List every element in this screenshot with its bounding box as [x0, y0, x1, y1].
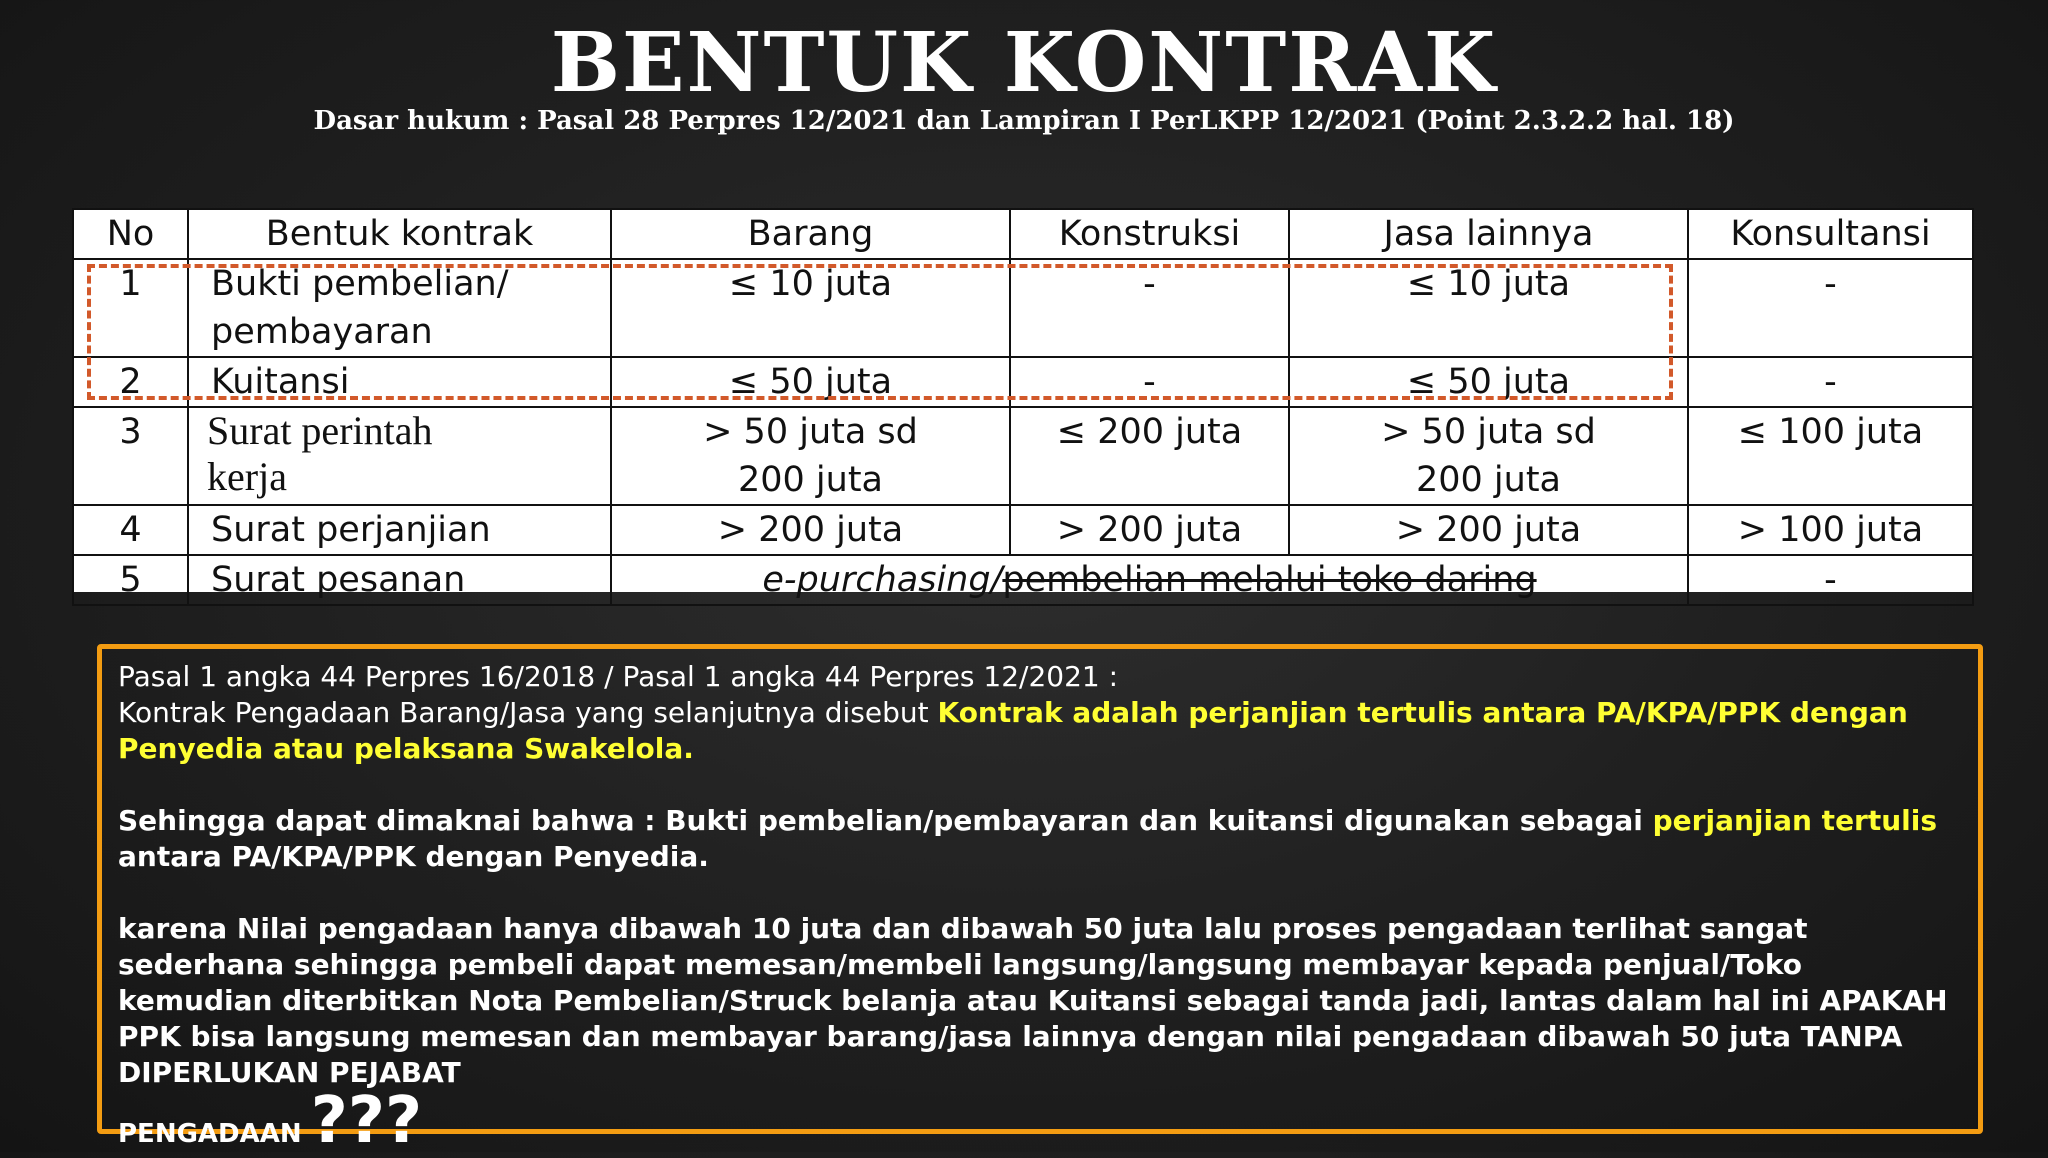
struck-text: pembelian melalui toko daring [1002, 560, 1537, 600]
cell-konsultansi: ≤ 100 juta [1688, 407, 1973, 505]
info-definition-text: Kontrak Pengadaan Barang/Jasa yang selanjutnya disebut [118, 696, 938, 729]
info-p3-text: karena Nilai pengadaan hanya dibawah 10 juta dan dibawah 50 juta lalu proses pengadaan terlihat sangat sederhana sehingga pembeli dapat memesan/membeli langsung/langsung membayar kepada penjual/Toko kemudian diterbitkan Nota Pembelian/Struck belanja atau Kuitansi sebagai tanda jadi, lantas dalam hal ini APAKAH PPK bisa langsung memesan dan membayar barang/jasa lainnya dengan nilai pengadaan dibawah 50 juta TANPA DIPERLUKAN PEJABAT [118, 912, 1948, 1089]
cell-konstruksi: - [1010, 259, 1289, 357]
header-jasa: Jasa lainnya [1289, 209, 1688, 259]
cell-jasa-line: > 50 juta sd [1381, 412, 1596, 452]
info-paragraph-1 [118, 659, 1962, 767]
table-row [73, 259, 1973, 357]
table-row [73, 357, 1973, 407]
cell-jasa: ≤ 50 juta [1289, 357, 1688, 407]
header-konsultansi: Konsultansi [1688, 209, 1973, 259]
cell-bentuk-line: kerja [207, 454, 287, 499]
cell-bentuk-line: pembayaran [211, 312, 433, 352]
table-header-row [73, 209, 1973, 259]
cell-no: 3 [73, 407, 188, 505]
contract-table-image [72, 208, 1972, 600]
info-legal-ref: Pasal 1 angka 44 Perpres 16/2018 / Pasal 1 angka 44 Perpres 12/2021 : [118, 660, 1119, 693]
cell-no: 4 [73, 505, 188, 555]
table-row [73, 505, 1973, 555]
info-paragraph-3 [118, 911, 1962, 1158]
cell-bentuk [188, 407, 611, 505]
cell-barang-line: 200 juta [737, 460, 883, 500]
table-row [73, 555, 1973, 605]
question-marks: ??? [310, 1084, 423, 1158]
header-barang: Barang [611, 209, 1010, 259]
cell-barang: ≤ 10 juta [611, 259, 1010, 357]
slide-subtitle: Dasar hukum : Pasal 28 Perpres 12/2021 dan Lampiran I PerLKPP 12/2021 (Point 2.3.2.2 hal. 18) [313, 106, 1735, 136]
cell-jasa-line: 200 juta [1415, 460, 1561, 500]
cell-bentuk-line: Bukti pembelian/ [211, 264, 509, 304]
cell-konsultansi: - [1688, 357, 1973, 407]
info-paragraph-2 [118, 803, 1962, 875]
cell-no: 2 [73, 357, 188, 407]
cell-merged-method [611, 555, 1688, 605]
cell-konsultansi: - [1688, 259, 1973, 357]
table-row [73, 407, 1973, 505]
cell-no: 1 [73, 259, 188, 357]
epurchasing-text: e-purchasing/ [762, 560, 1003, 600]
cell-barang-line: > 50 juta sd [703, 412, 918, 452]
cell-konstruksi: ≤ 200 juta [1010, 407, 1289, 505]
info-p3-last: PENGADAAN [118, 1119, 311, 1149]
cell-bentuk [188, 259, 611, 357]
cell-konstruksi: - [1010, 357, 1289, 407]
cell-no: 5 [73, 555, 188, 605]
info-p2-text-a: Sehingga dapat dimaknai bahwa : Bukti pembelian/pembayaran dan kuitansi digunakan sebagai [118, 804, 1653, 837]
cell-barang [611, 407, 1010, 505]
cell-bentuk: Surat perjanjian [188, 505, 611, 555]
cell-barang: ≤ 50 juta [611, 357, 1010, 407]
header-konstruksi: Konstruksi [1010, 209, 1289, 259]
cell-bentuk: Kuitansi [188, 357, 611, 407]
cell-jasa: ≤ 10 juta [1289, 259, 1688, 357]
cell-bentuk-line: Surat perintah [207, 408, 433, 453]
cell-barang: > 200 juta [611, 505, 1010, 555]
cell-konstruksi: > 200 juta [1010, 505, 1289, 555]
info-p2-highlight: perjanjian tertulis [1652, 804, 1938, 837]
info-box [97, 644, 1983, 1158]
cell-jasa: > 200 juta [1289, 505, 1688, 555]
header-no: No [73, 209, 188, 259]
cell-jasa [1289, 407, 1688, 505]
header-bentuk: Bentuk kontrak [188, 209, 611, 259]
cell-konsultansi: - [1688, 555, 1973, 605]
slide-title: BENTUK KONTRAK [550, 15, 1498, 111]
cell-bentuk: Surat pesanan [188, 555, 611, 605]
contract-table [72, 208, 1974, 606]
info-definition-highlight: Kontrak adalah perjanjian tertulis antara PA/KPA/PPK dengan Penyedia atau pelaksana Swakelola. [118, 696, 1908, 765]
cell-konsultansi: > 100 juta [1688, 505, 1973, 555]
info-p2-text-b: antara PA/KPA/PPK dengan Penyedia. [118, 840, 709, 873]
